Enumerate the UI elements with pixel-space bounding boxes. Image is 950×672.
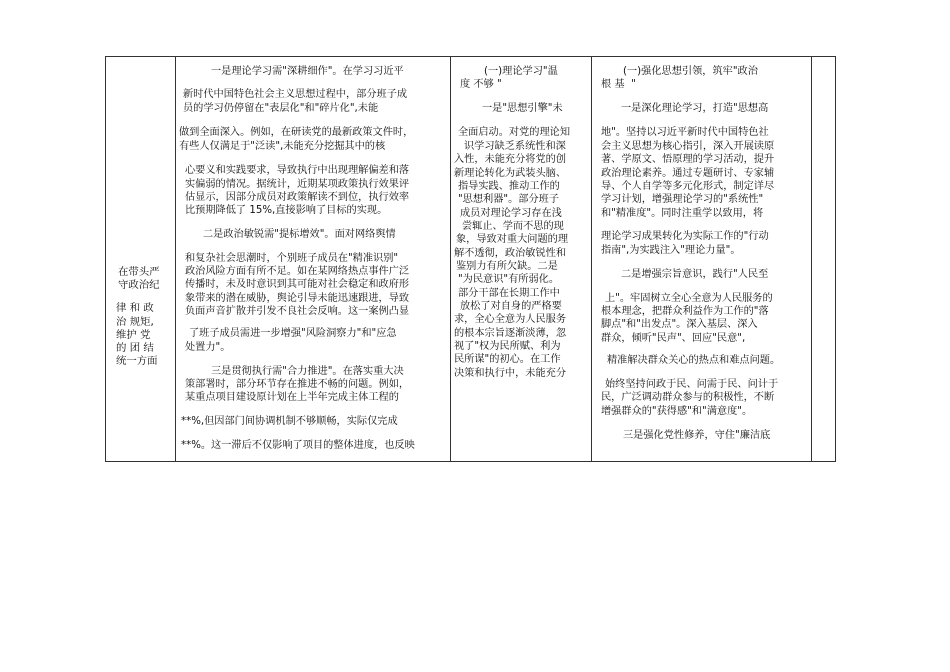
paragraph-line: 部分干部在长期工作中 — [458, 288, 560, 299]
paragraph-line: 三是贯彻执行需"合力推进"。在落实重大决 — [211, 366, 404, 377]
paragraph-line: 脚点"和"出发点"。深入基层、深入 — [601, 319, 758, 330]
paragraph-line: 新时代中国特色社会主义思想过程中，部分班子成 — [183, 89, 408, 100]
paragraph-line: "为民意识"有所弱化。 — [458, 274, 560, 285]
cause-column — [454, 57, 588, 461]
paragraph-line: 上"。牢固树立全心全意为人民服务的 — [605, 293, 773, 304]
paragraph-line: **%。这一滞后不仅影响了项目的整体进度，也反映 — [181, 440, 415, 451]
paragraph-line: 增强群众的"获得感"和"满意度"。 — [601, 406, 753, 417]
column-divider — [811, 57, 812, 461]
paragraph-line: (一)强化思想引领，筑牢"政治 — [623, 66, 758, 77]
paragraph-line: 新理论转化为武装头脑、 — [454, 168, 567, 179]
paragraph-line: 解不透彻，政治敏锐性和 — [454, 248, 567, 259]
paragraph-line: 鉴别力有所欠缺。二是 — [456, 261, 558, 272]
paragraph-line: 决策和执行中，未能充分 — [454, 368, 567, 379]
paragraph-line: 象，导致对重大问题的理 — [456, 234, 569, 245]
paragraph-line: 处置力"。 — [185, 342, 231, 353]
paragraph-line: 著、学原文、悟原理的学习活动，提升 — [601, 154, 775, 165]
paragraph-line: 导、个人自学等多元化形式，制定详尽 — [601, 181, 775, 192]
paragraph-line: 心要义和实践要求，导致执行中出现理解偏差和落 — [185, 165, 410, 176]
paragraph-line: 象带来的潜在威胁，舆论引导未能迅速跟进，导致 — [185, 293, 410, 304]
paragraph-line: 比预期降低了 15%,直接影响了目标的实现。 — [185, 205, 388, 216]
paragraph-line: "思想利器"。部分班子 — [458, 194, 560, 205]
paragraph-line: 一是理论学习需"深耕细作"。在学习习近平 — [211, 66, 404, 77]
paragraph-line: 尝辄止、学而不思的现 — [462, 221, 564, 232]
paragraph-line: 实偏弱的情况。据统计，近期某项政策执行效果评 — [185, 179, 410, 190]
category-line: 在带头严 — [118, 266, 160, 278]
paragraph-line: 估显示，因部分成员对政策解读不到位，执行效率 — [185, 192, 410, 203]
paragraph-line: 二是增强宗旨意识，践行"人民至 — [621, 269, 769, 280]
paragraph-line: 和"精准度"。同时注重学以致用，将 — [601, 208, 764, 219]
category-line: 治 规矩, — [116, 316, 154, 328]
paragraph-line: 放松了对自身的严格要 — [460, 301, 562, 312]
paragraph-line: 识学习缺乏系统性和深 — [464, 141, 566, 152]
paragraph-line: 根 基 " — [601, 79, 636, 90]
paragraph-line: 政治风险方面有所不足。如在某网络热点事件广泛 — [185, 266, 410, 277]
column-divider — [591, 57, 592, 461]
paragraph-line: 地"。坚持以习近平新时代中国特色社 — [601, 127, 769, 138]
paragraph-line: 做到全面深入。例如，在研读党的最新政策文件时， — [179, 127, 414, 138]
paragraph-line: 全面启动。对党的理论知 — [458, 127, 571, 138]
paragraph-line: 有些人仅满足于"泛读",未能充分挖掘其中的核 — [179, 141, 386, 152]
paragraph-line: 求，全心全意为人民服务 — [454, 314, 567, 325]
paragraph-line: 始终坚持问政于民、问需于民、问计于 — [605, 379, 779, 390]
paragraph-line: 政治理论素养。通过专题研讨、专家辅 — [601, 168, 775, 179]
paragraph-line: 会主义思想为核心指引，深入开展读原 — [601, 141, 775, 152]
paragraph-line: 学习计划，增强理论学习的"系统性" — [601, 194, 764, 205]
paragraph-line: 了班子成员需进一步增强"风险洞察力"和"应急 — [189, 328, 397, 339]
paragraph-line: 视了"权为民所赋、利为 — [454, 341, 561, 352]
paragraph-line: 传播时，未及时意识到其可能对社会稳定和政府形 — [185, 279, 410, 290]
paragraph-line: **%,但因部门间协调机制不够顺畅，实际仅完成 — [181, 416, 398, 427]
paragraph-line: 策部署时，部分环节存在推进不畅的问题。例如， — [185, 379, 410, 390]
paragraph-line: 指南",为实践注入"理论力量"。 — [601, 245, 741, 256]
paragraph-line: 根本理念，把群众利益作为工作的"落 — [601, 306, 769, 317]
paragraph-line: 理论学习成果转化为实际工作的"行动 — [601, 231, 769, 242]
category-cell — [110, 57, 172, 461]
paragraph-line: 民，广泛调动群众参与的积极性，不断 — [601, 392, 775, 403]
paragraph-line: 民所谋"的初心。在工作 — [454, 354, 561, 365]
document-table — [105, 56, 836, 462]
column-divider — [450, 57, 451, 461]
paragraph-line: 一是深化理论学习，打造"思想高 — [621, 103, 769, 114]
problem-column — [179, 57, 447, 461]
measure-column — [595, 57, 808, 461]
paragraph-line: 成员对理论学习存在浅 — [460, 208, 562, 219]
column-divider — [175, 57, 176, 461]
paragraph-line: 群众，倾听"民声"、回应"民意", — [601, 333, 746, 344]
paragraph-line: 三是强化党性修养，守住"廉洁底 — [623, 430, 771, 441]
paragraph-line: 一是"思想引擎"未 — [482, 103, 563, 114]
paragraph-line: (一)理论学习"温 — [484, 66, 558, 77]
paragraph-line: 精准解决群众关心的热点和难点问题。 — [607, 355, 781, 366]
paragraph-line: 某重点项目建设原计划在上半年完成主体工程的 — [185, 392, 399, 403]
paragraph-line: 指导实践、推动工作的 — [458, 181, 560, 192]
category-line: 的 团 结 — [116, 342, 154, 354]
paragraph-line: 员的学习仍停留在"表层化"和"碎片化",未能 — [183, 103, 379, 114]
category-line: 统一方面 — [116, 355, 158, 367]
paragraph-line: 负面声音扩散并引发不良社会反响。这一案例凸显 — [185, 306, 410, 317]
category-line: 守政治纪 — [118, 279, 160, 291]
paragraph-line: 的根本宗旨逐渐淡薄，忽 — [454, 328, 567, 339]
paragraph-line: 度 不够 " — [460, 79, 502, 90]
category-line: 律 和 政 — [116, 302, 154, 314]
paragraph-line: 和复杂社会思潮时，个别班子成员在"精准识别" — [185, 253, 399, 264]
category-line: 维护 党 — [116, 329, 151, 341]
empty-cell — [815, 57, 835, 461]
paragraph-line: 入性，未能充分将党的创 — [454, 154, 567, 165]
paragraph-line: 二是政治敏锐需"提标增效"。面对网络舆情 — [203, 229, 396, 240]
